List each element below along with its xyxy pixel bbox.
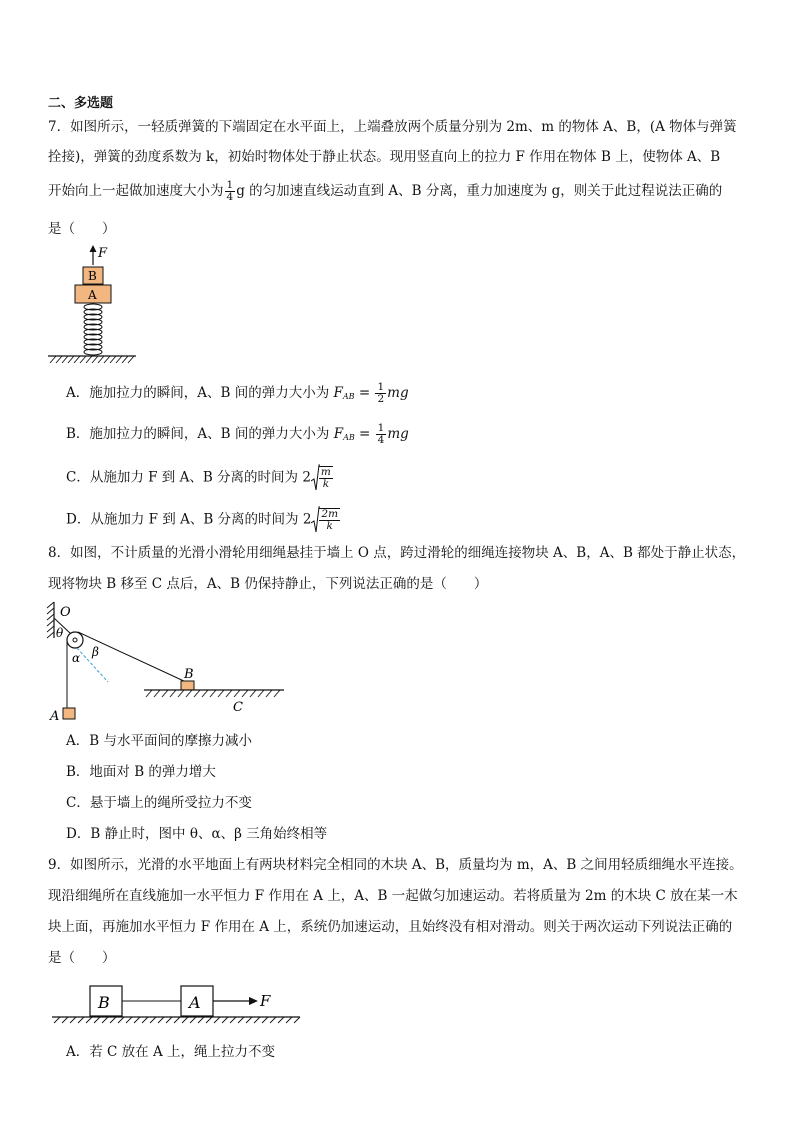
q7-fig-b-label: B (88, 269, 97, 283)
q7-option-a-tail: mg (387, 385, 409, 401)
q9-line-2: 现沿细绳所在直线施加一水平恒力 F 作用在 A 上，A、B 一起做匀加速运动。若将质量为 2m 的木块 C 放在某一木 (48, 888, 738, 904)
q7-option-b-tail: mg (387, 426, 409, 442)
q7-option-c-coef: 2 (302, 469, 311, 486)
q7-fig-a-label: A (88, 288, 97, 302)
q8-fig-o-label: O (60, 605, 71, 620)
q8-fig-b-label: B (184, 667, 194, 682)
q8-line-1: 8．如图，不计质量的光滑小滑轮用细绳悬挂于墙上 O 点，跨过滑轮的细绳连接物块 A、B，A、B 都处于静止状态， (48, 545, 746, 561)
force-arrow-head (90, 245, 97, 252)
q7-option-b-den: 4 (377, 434, 385, 446)
q7-option-c-fraction (319, 466, 333, 490)
q9-blocks-figure (48, 980, 308, 1028)
q7-option-c-text: C．从施加力 F 到 A、B 分离的时间为 (66, 469, 299, 486)
q8-option-a[interactable]: A．B 与水平面间的摩擦力减小 (66, 733, 252, 749)
block-a (63, 708, 75, 719)
q8-option-d[interactable]: D．B 静止时，图中 θ、α、β 三角始终相等 (66, 826, 328, 842)
q9-option-a[interactable]: A．若 C 放在 A 上，绳上拉力不变 (66, 1044, 275, 1060)
ground-hatch (146, 690, 280, 697)
ground-hatch (50, 356, 134, 363)
q7-option-a-den: 2 (377, 393, 385, 405)
wall-hatch (47, 602, 54, 638)
q7-option-d-text: D．从施加力 F 到 A、B 分离的时间为 (66, 511, 299, 528)
q8-fig-beta-label: β (92, 645, 99, 659)
q7-option-b-eq: = (359, 426, 371, 442)
spring (84, 304, 102, 355)
q8-fig-alpha-label: α (72, 651, 81, 665)
q8-pulley-figure (44, 598, 294, 726)
q7-option-a[interactable] (66, 382, 409, 407)
q7-line-2: 拴接)，弹簧的劲度系数为 k，初始时物体处于静止状态。现用竖直向上的拉力 F 作用在物体 B 上，使物体 A、B (48, 149, 721, 165)
q7-option-d[interactable] (66, 506, 341, 534)
q8-fig-theta-label: θ (56, 626, 64, 640)
block-b (181, 681, 194, 690)
q8-fig-c-label: C (233, 700, 243, 715)
q7-option-b-fraction (376, 423, 387, 446)
q7-fig-f-label: F (98, 246, 108, 261)
q7-option-d-den: k (326, 520, 333, 532)
q7-option-c[interactable] (66, 464, 334, 492)
q7-option-b-num: 1 (377, 422, 385, 434)
pulley (67, 632, 83, 648)
q9-line-4: 是（ ） (48, 950, 116, 966)
q7-option-b-f: F (333, 426, 344, 442)
q8-line-2: 现将物块 B 移至 C 点后，A、B 仍保持静止，下列说法正确的是（ ） (48, 576, 488, 592)
q7-option-b-sub: AB (343, 433, 355, 442)
q7-option-a-sub: AB (342, 392, 355, 401)
q7-line-3-end: g 的匀加速直线运动直到 A、B 分离，重力加速度为 g，则关于此过程说法正确的 (236, 183, 723, 199)
ground-hatch (54, 1017, 300, 1023)
q8-option-c[interactable]: C．悬于墙上的绳所受拉力不变 (66, 795, 252, 811)
q7-line-4: 是（ ） (48, 221, 116, 237)
q8-option-b[interactable]: B．地面对 B 的弹力增大 (66, 764, 216, 780)
q7-fraction-den: 4 (226, 191, 234, 203)
q7-fraction (225, 180, 236, 203)
force-arrow-head (249, 997, 258, 1005)
q7-option-b-text: B．施加拉力的瞬间，A、B 间的弹力大小为 (66, 426, 330, 442)
q7-fraction-num: 1 (226, 179, 234, 191)
q8-fig-a-label: A (50, 709, 60, 724)
q7-line-3 (48, 180, 748, 203)
q9-fig-a-label: A (189, 993, 201, 1012)
section-title: 二、多选题 (48, 96, 114, 111)
q7-option-a-text: A．施加拉力的瞬间，A、B 间的弹力大小为 (66, 385, 330, 401)
q7-option-c-den: k (322, 478, 330, 490)
q7-option-d-coef: 2 (302, 511, 312, 528)
q7-line-3-start: 开始向上一起做加速度大小为 (48, 183, 224, 199)
q7-option-a-eq: = (358, 385, 371, 401)
q7-option-a-num: 1 (377, 381, 385, 393)
q9-line-3: 块上面，再施加水平恒力 F 作用在 A 上，系统仍加速运动，且始终没有相对滑动。则关于两次运动下列说法正确的 (48, 919, 733, 935)
q7-option-b[interactable] (66, 423, 409, 448)
q9-line-1: 9．如图所示，光滑的水平地面上有两块材料完全相同的木块 A、B，质量均为 m，A、B 之间用轻质细绳水平连接。 (48, 857, 743, 873)
q9-fig-b-label: B (98, 993, 110, 1012)
q7-spring-figure (44, 240, 144, 370)
q9-fig-f-label: F (260, 992, 271, 1010)
q7-option-d-num: 2m (321, 508, 339, 520)
q7-line-1: 7．如图所示，一轻质弹簧的下端固定在水平面上，上端叠放两个质量分别为 2m、m 的物体 A、B，(A 物体与弹簧 (48, 119, 737, 135)
q7-option-a-fraction (375, 382, 386, 405)
q7-option-c-num: m (320, 466, 331, 478)
q7-option-a-f: F (333, 385, 343, 401)
q7-option-d-fraction (319, 508, 340, 532)
